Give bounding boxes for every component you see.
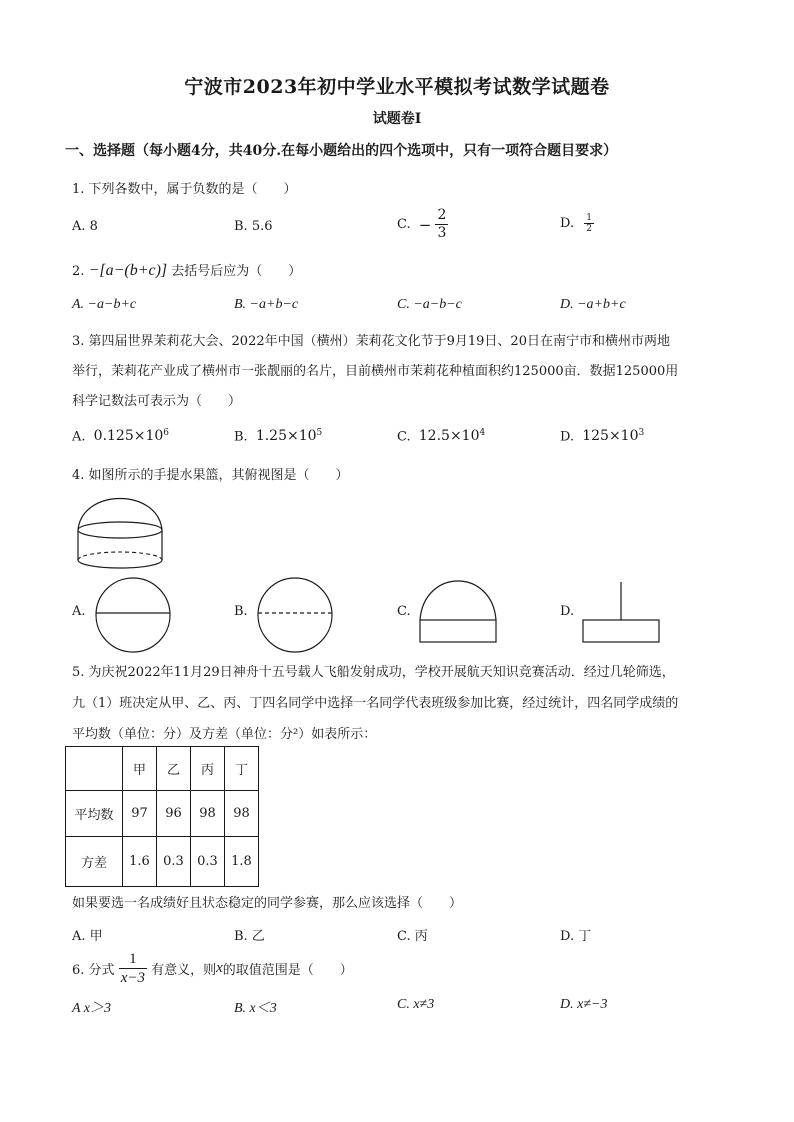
q5-option-d: D. 丁 bbox=[560, 929, 592, 944]
question-5-line-3: 平均数（单位：分）及方差（单位：分²）如表所示： bbox=[72, 727, 377, 742]
q4-option-b-figure bbox=[256, 576, 334, 654]
q1-option-c bbox=[397, 207, 448, 242]
question-5-line-2: 九（1）班决定从甲、乙、丙、丁四名同学中选择一名同学代表班级参加比赛，经过统计，四名同学成绩的 bbox=[72, 696, 679, 711]
q2-expression: −[a−(b+c)] bbox=[88, 262, 168, 279]
q5-option-a: A. 甲 bbox=[72, 929, 103, 944]
q3-c-base: 12.5×10 bbox=[418, 428, 480, 445]
q3-option-c bbox=[397, 428, 485, 444]
q3-b-label: B. bbox=[234, 429, 248, 445]
q1-option-d-label: D. bbox=[560, 216, 575, 231]
q2-text: 去括号后应为（ ） bbox=[171, 264, 302, 279]
q3-c-exp: 4 bbox=[479, 428, 486, 438]
q6-suffix: 的取值范围是（ ） bbox=[222, 963, 353, 978]
q2-number: 2. bbox=[72, 264, 85, 279]
q3-c-label: C. bbox=[397, 429, 411, 445]
fruit-basket-figure bbox=[70, 488, 170, 574]
q4-option-d: D. bbox=[560, 604, 575, 619]
q3-d-base: 125×10 bbox=[582, 428, 639, 445]
table-header-cell: 丁 bbox=[225, 747, 259, 791]
table-cell: 方差 bbox=[66, 837, 123, 887]
page-title: 宁波市2023年初中学业水平模拟考试数学试题卷 bbox=[184, 76, 610, 98]
q3-a-base: 0.125×10 bbox=[93, 428, 164, 445]
q1-option-b: B. 5.6 bbox=[234, 219, 273, 234]
q4-option-c: C. bbox=[397, 604, 411, 619]
q6-numerator: 1 bbox=[119, 950, 147, 969]
q3-b-base: 1.25×10 bbox=[255, 428, 317, 445]
q6-prefix: 6. 分式 bbox=[72, 963, 115, 978]
q3-option-b bbox=[234, 428, 322, 444]
q1-option-c-label: C. bbox=[397, 217, 411, 232]
question-6 bbox=[72, 950, 353, 987]
q1-option-c-sign: − bbox=[418, 215, 432, 234]
q6-mid: 有意义，则 bbox=[151, 963, 217, 978]
q6-option-d: D. x≠−3 bbox=[560, 997, 608, 1012]
question-4: 4. 如图所示的手提水果篮，其俯视图是（ ） bbox=[72, 468, 349, 483]
page-subtitle: 试题卷Ⅰ bbox=[372, 111, 422, 127]
q3-a-label: A. bbox=[72, 429, 86, 445]
table-cell: 0.3 bbox=[157, 837, 191, 887]
table-header-cell: 乙 bbox=[157, 747, 191, 791]
table-row bbox=[66, 791, 259, 837]
q1-d-numerator: 1 bbox=[586, 213, 592, 223]
table-header-cell: 甲 bbox=[123, 747, 157, 791]
table-cell: 98 bbox=[191, 791, 225, 837]
question-1: 1. 下列各数中，属于负数的是（ ） bbox=[72, 182, 297, 197]
q6-variable: x bbox=[216, 960, 223, 976]
q1-c-denominator: 3 bbox=[437, 225, 447, 241]
q2-option-c: C. −a−b−c bbox=[397, 297, 462, 312]
q5-option-c: C. 丙 bbox=[397, 929, 428, 944]
q2-option-a: A. −a−b+c bbox=[72, 297, 137, 312]
q3-d-label: D. bbox=[560, 429, 575, 445]
question-3-line-2: 举行，茉莉花产业成了横州市一张靓丽的名片，目前横州市茉莉花种植面积约125000亩．数据125000用 bbox=[72, 364, 679, 379]
q3-b-exp: 5 bbox=[316, 428, 323, 438]
question-2 bbox=[72, 260, 301, 280]
q3-option-d bbox=[560, 428, 644, 444]
q1-option-c-fraction bbox=[435, 207, 448, 242]
q6-fraction bbox=[119, 950, 147, 987]
table-cell: 0.3 bbox=[191, 837, 225, 887]
q3-option-a bbox=[72, 428, 169, 444]
table-cell: 96 bbox=[157, 791, 191, 837]
table-cell: 97 bbox=[123, 791, 157, 837]
section-heading: 一、选择题（每小题4分，共40分.在每小题给出的四个选项中，只有一项符合题目要求） bbox=[65, 143, 618, 159]
table-cell: 98 bbox=[225, 791, 259, 837]
q1-option-d bbox=[560, 213, 594, 234]
question-3-line-1: 3. 第四届世界茉莉花大会、2022年中国（横州）茉莉花文化节于9月19日、20日在南宁市和横州市两地 bbox=[72, 334, 670, 349]
q3-d-exp: 3 bbox=[638, 428, 645, 438]
table-header-cell bbox=[66, 747, 123, 791]
q5-option-b: B. 乙 bbox=[234, 929, 265, 944]
q4-option-d-figure bbox=[581, 580, 661, 644]
q4-option-c-figure bbox=[418, 580, 498, 644]
question-3-line-3: 科学记数法可表示为（ ） bbox=[72, 394, 242, 409]
table-cell: 1.8 bbox=[225, 837, 259, 887]
q6-denominator: x−3 bbox=[120, 970, 145, 986]
q2-option-b: B. −a+b−c bbox=[234, 297, 299, 312]
q4-option-a: A. bbox=[72, 604, 86, 619]
q4-option-a-figure bbox=[94, 576, 172, 654]
question-5-prompt: 如果要选一名成绩好且状态稳定的同学参赛，那么应该选择（ ） bbox=[72, 896, 463, 911]
table-cell: 平均数 bbox=[66, 791, 123, 837]
q1-option-a: A. 8 bbox=[72, 219, 98, 234]
q1-c-numerator: 2 bbox=[437, 207, 447, 223]
q1-option-d-fraction bbox=[584, 213, 594, 234]
score-table bbox=[65, 746, 259, 887]
q6-option-b: B. x＜3 bbox=[234, 1001, 277, 1016]
table-header-cell: 丙 bbox=[191, 747, 225, 791]
q4-option-b: B. bbox=[234, 604, 248, 619]
table-header-row bbox=[66, 747, 259, 791]
question-5-line-1: 5. 为庆祝2022年11月29日神舟十五号载人飞船发射成功，学校开展航天知识竞赛活动．经过几轮筛选， bbox=[72, 665, 675, 680]
table-row bbox=[66, 837, 259, 887]
q6-option-c: C. x≠3 bbox=[397, 997, 435, 1012]
table-cell: 1.6 bbox=[123, 837, 157, 887]
q6-option-a: A x＞3 bbox=[72, 1001, 112, 1016]
q2-option-d: D. −a+b+c bbox=[560, 297, 626, 312]
q1-d-denominator: 2 bbox=[586, 224, 592, 234]
q3-a-exp: 6 bbox=[163, 428, 170, 438]
